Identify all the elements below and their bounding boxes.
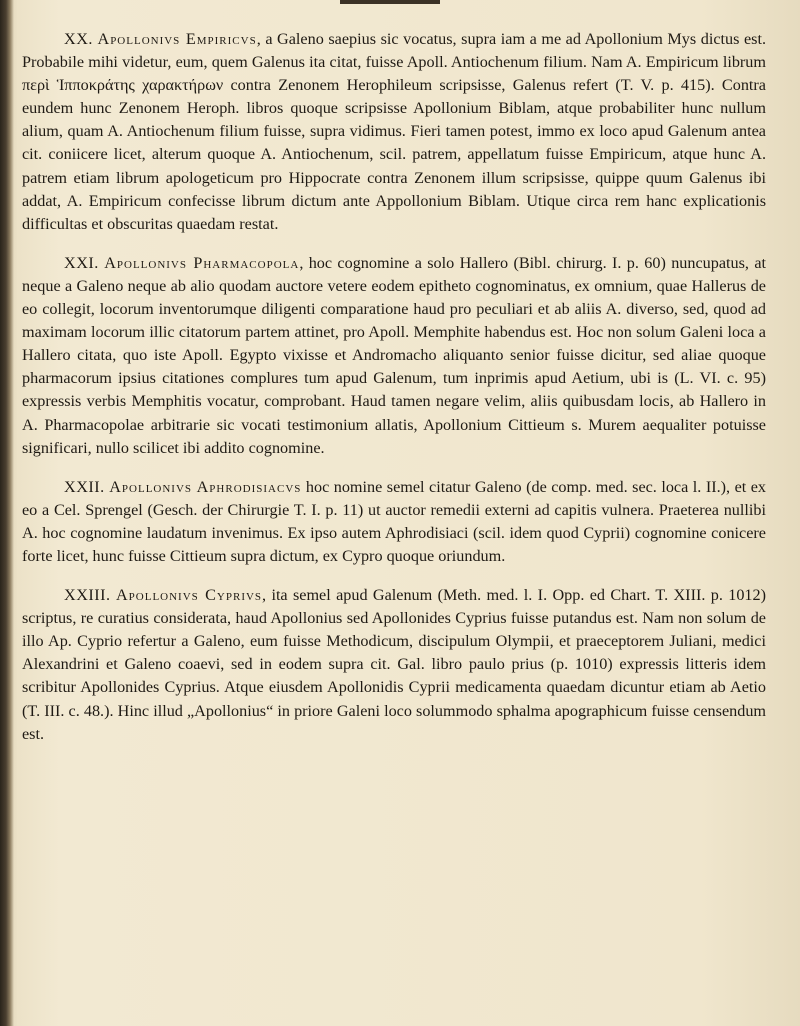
section-number: XX. bbox=[64, 30, 93, 48]
section-number: XXII. bbox=[64, 477, 105, 496]
paragraph-body: , hoc cognomine a solo Hallero (Bibl. chirurg. I. p. 60) nuncupatus, at neque a Galeno neque ab alio quodam auctore vetere eodem epitheto cognominatus, ex omnium, quae Hallerus de eo collegit, locorum inventorumque diligenti comparatione haud pro peculiari et ab aliis A. diverso, sed, quod ad maximam locorum illic citatorum partem attinet, pro Apoll. Memphite habendus est. Hoc non solum Galeni loca a Hallero citata, quo iste Apoll. Egypto vixisse et Andromacho aliquanto senior fuisse dicitur, sed aliae quoque pharmacorum ipsius citationes complures tum apud Galenum, tum inprimis apud Aetium, ubi is (L. VI. c. 95) expressis verbis Memphitis vocatur, comprobant. Haud tamen negare velim, aliis quibusdam locis, ab Hallero in A. Pharmacopolae arbitrarie sic vocati testimonium allatis, Apollonium Cittieum s. Murem aequaliter potuisse significari, nullo scilicet ibi addito cognomine. bbox=[22, 253, 767, 457]
paragraph-xxii bbox=[22, 476, 766, 568]
section-heading: Apollonivs Cyprivs bbox=[115, 586, 263, 605]
paragraph-body: , a Galeno saepius sic vocatus, supra iam a me ad Apollonium Mys dictus est. Probabile mihi videtur, eum, quem Galenus ita citat, fuisse Apoll. Antiochenum filium. Nam A. Empiricum librum περὶ Ἱπποκράτης χαρακτήρων contra Zenonem Herophileum scripsisse, Galenus refert (T. V. p. 415). Contra eundem hunc Zenonem Heroph. libros quoque scripsisse Apollonium Biblam, atque probabiliter hunc nullum alium, quam A. Antiochenum filium fuisse, supra vidimus. Fieri tamen potest, immo ex loco apud Galenum antea cit. coniicere licet, alterum quoque A. Antiochenum, scil. patrem, appellatum fuisse Empiricum, atque hunc A. patrem etiam librum apologeticum pro Hippocrate contra Zenonem illum scripsisse, quippe quum Galenus ibi addat, A. Empiricum confecisse librum dictum ante Appollonium Biblam. Utique circa rem hanc explicationis difficultas et obscuritas quaedam restat. bbox=[22, 30, 767, 233]
paragraph-xx bbox=[22, 28, 766, 236]
paragraph-xxi bbox=[22, 252, 766, 460]
paragraph-body: hoc nomine semel citatur Galeno (de comp. med. sec. loca l. II.), et ex eo a Cel. Sprengel (Gesch. der Chirurgie T. I. p. 11) ut auctor remedii externi ad capitis vulnera. Praeterea nullibi A. hoc cognomine laudatum invenimus. Ex ipso autem Aphrodisiaci (scil. idem quod Cyprii) cognomine conicere forte licet, hunc fuisse Cittieum supra dictum, ex Cypro quoque oriundum. bbox=[22, 477, 767, 565]
page-text bbox=[22, 28, 766, 762]
section-heading: Apollonivs Pharmacopola bbox=[104, 253, 300, 272]
section-heading: Apollonivs Empiricvs bbox=[97, 30, 257, 48]
section-number: XXI. bbox=[64, 253, 99, 272]
page-top-rule bbox=[340, 0, 440, 4]
book-binding-edge bbox=[0, 0, 14, 1026]
paragraph-body: , ita semel apud Galenum (Meth. med. l. I. Opp. ed Chart. T. XIII. p. 1012) scriptus, re curatius considerata, haud Apollonius sed Apollonides Cyprius fuisse putandus est. Nam non solum de illo Ap. Cyprio refertur a Galeno, eum fuisse Methodicum, discipulum Olympii, et praeceptorem Juliani, medici Alexandrini et Galeno coaevi, sed in eodem supra cit. Gal. libro paulo prius (p. 1010) expressis litteris idem scribitur Apollonides Cyprius. Atque eiusdem Apollonidis Cyprii medicamenta quaedam dicuntur etiam ab Aetio (T. III. c. 48.). Hinc illud „Apollonius“ in priore Galeni loco solummodo sphalma apographicum fuisse censendum est. bbox=[22, 586, 767, 743]
paragraph-xxiii bbox=[22, 584, 766, 746]
section-number: XXIII. bbox=[64, 586, 111, 605]
section-heading: Apollonivs Aphrodisiacvs bbox=[109, 477, 302, 496]
